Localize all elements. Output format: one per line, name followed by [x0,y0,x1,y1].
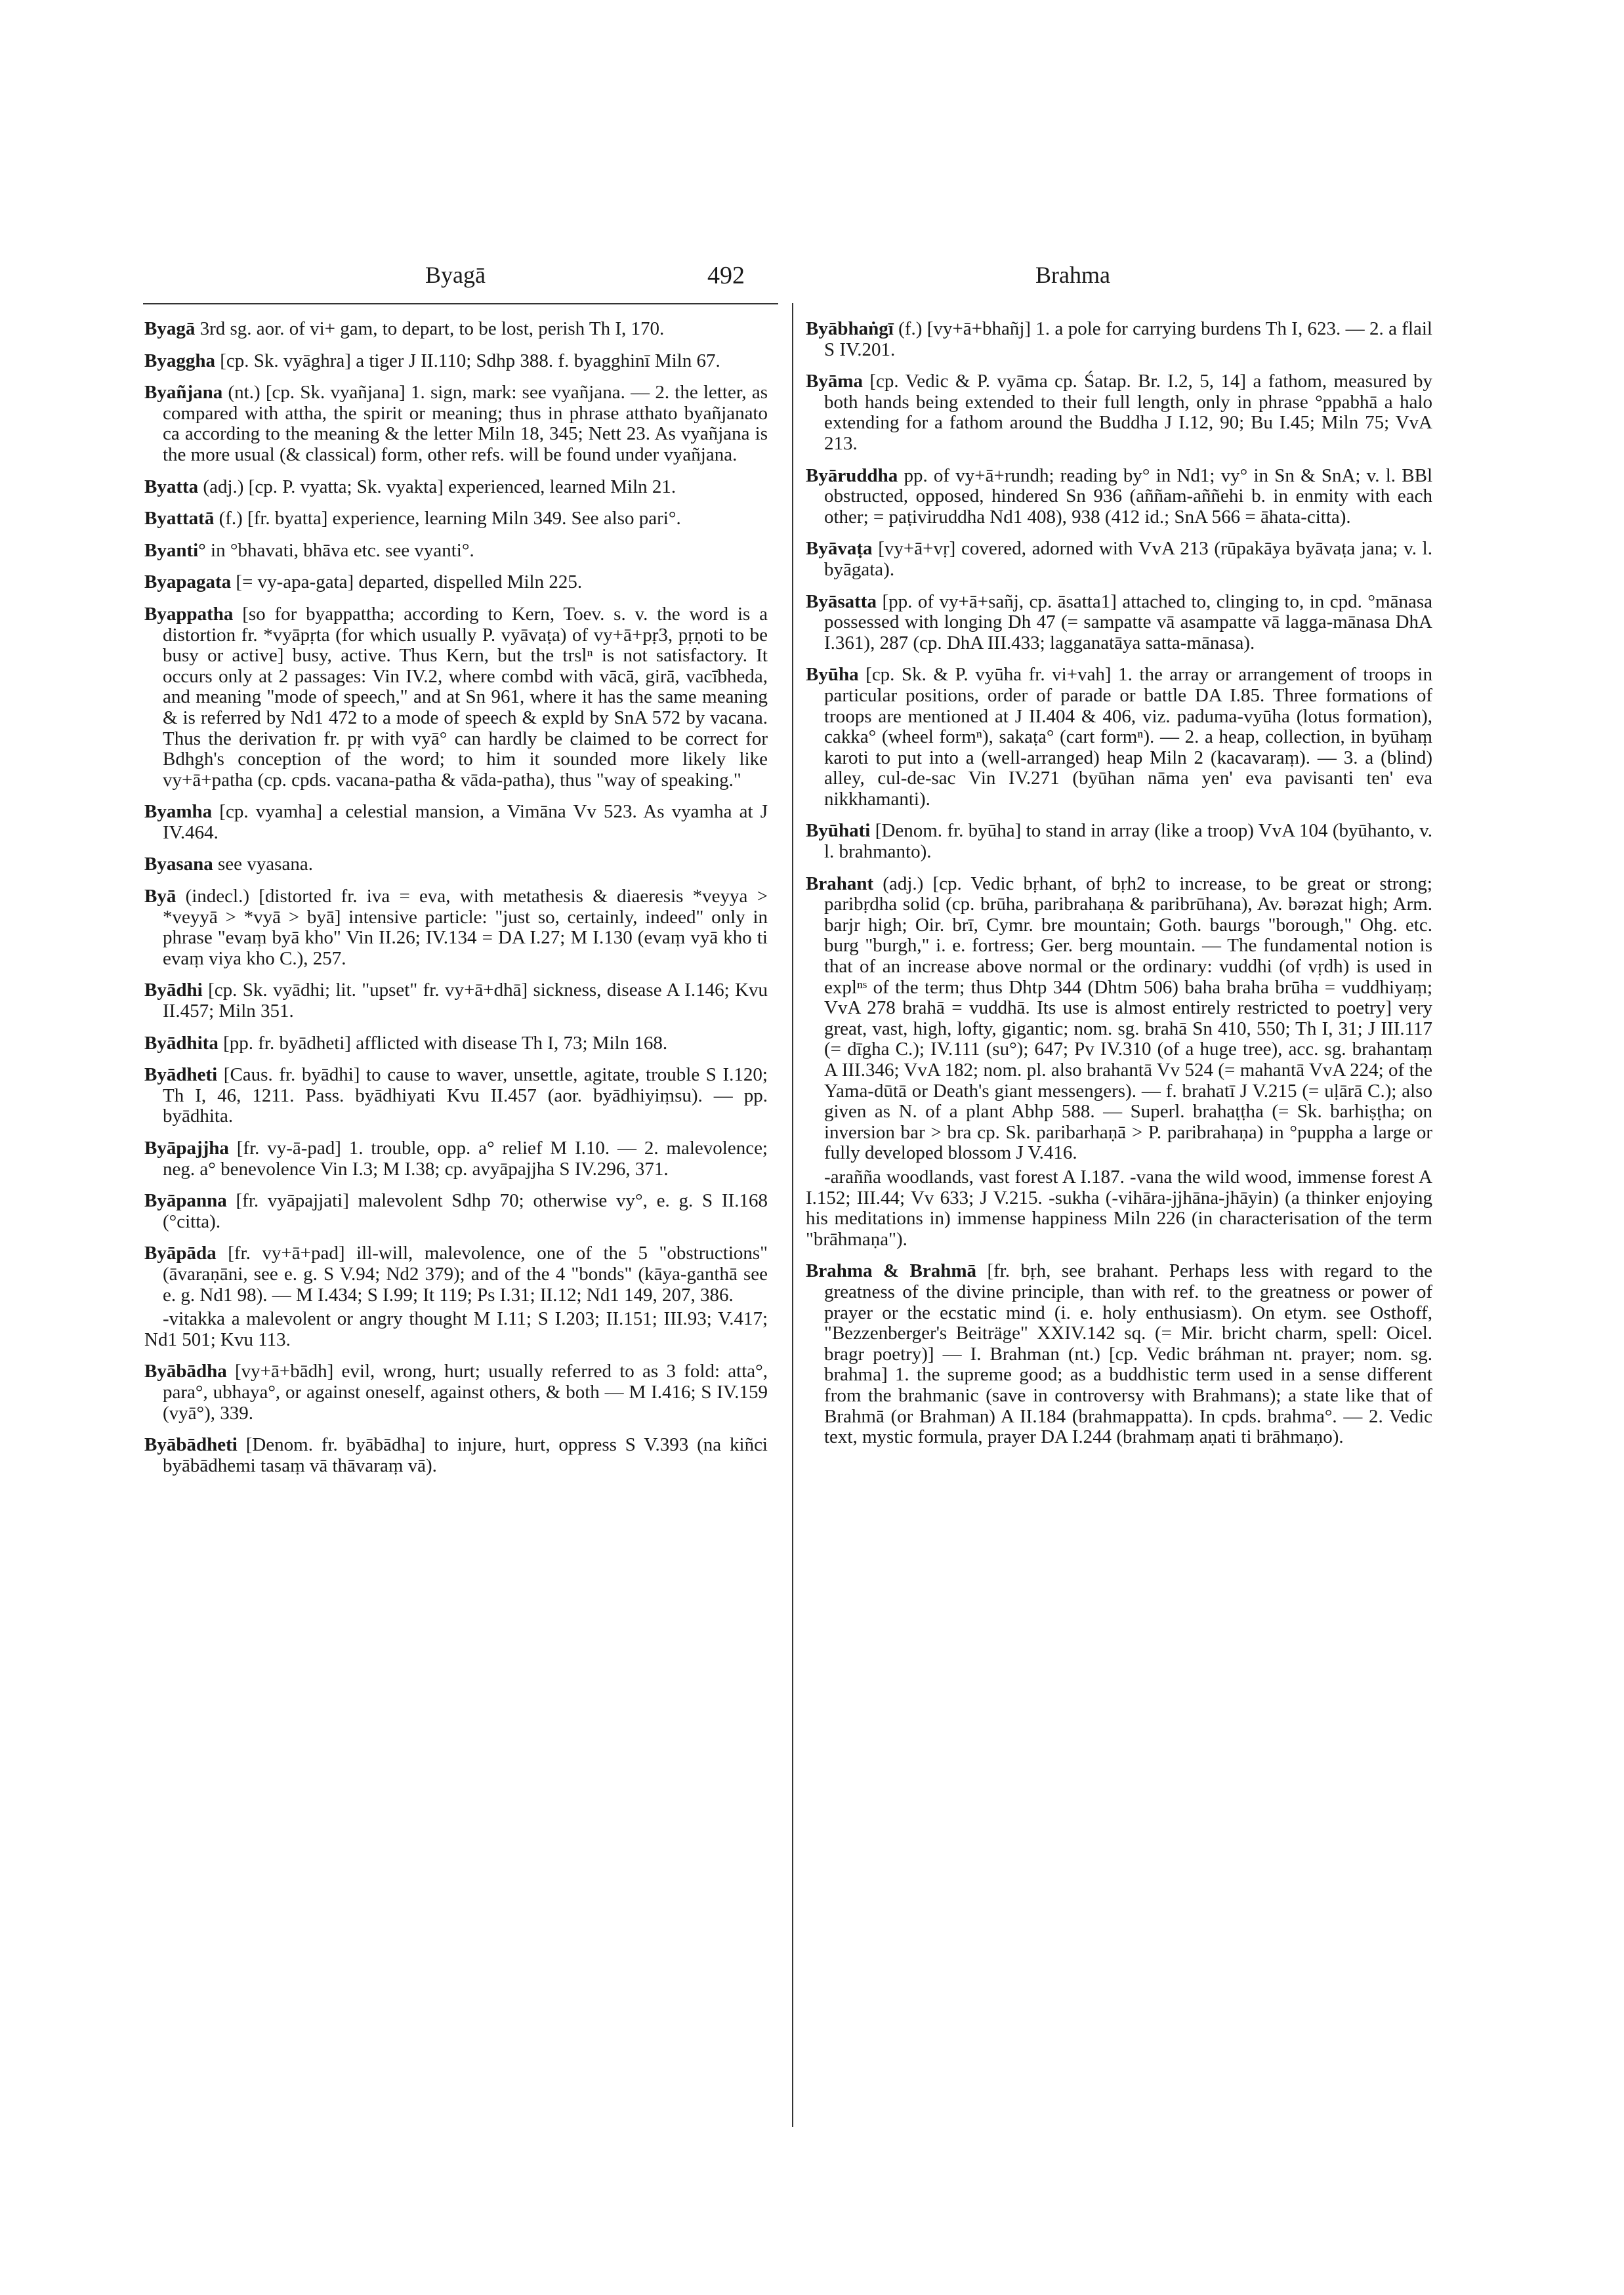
dictionary-entry [144,1191,768,1232]
dictionary-entry [806,874,1432,1164]
dictionary-entry [806,539,1432,580]
entry-definition: 3rd sg. aor. of vi+ gam, to depart, to be lost, perish Th I, 170. [195,318,665,339]
entry-definition: [Caus. fr. byādhi] to cause to waver, unsettle, agitate, trouble S I.120; Th I, 46, 1211. Pass. byādhiyati Kvu II.457 (aor. byādhiyiṃsu). — pp. byādhita. [163,1064,768,1127]
entry-definition: [cp. Sk. & P. vyūha fr. vi+vah] 1. the array or arrangement of troops in particular positions, order of parade or battle DA I.85. Three formations of troops are mentioned at J II.404 & 406, viz. paduma-vyūha (lotus formation), cakka° (wheel formⁿ), sakaṭa° (cart formⁿ). — 2. a heap, collection, in byūhaṃ karoti to put into a (well-arranged) heap Miln 2 (kacavaraṃ). — 3. a (blind) alley, cul-de-sac Vin IV.271 (byūhan nāma yen' eva pavisanti ten' eva nikkhamanti). [824,664,1432,810]
dictionary-entry [144,604,768,791]
headword: Byūha [806,664,859,686]
entry-definition: (indecl.) [distorted fr. iva = eva, with metathesis & diaeresis *veyya > *veyyā > *vyā > byā] intensive particle: "just so, certainly, indeed" only in phrase "evaṃ byā kho" Vin II.26; IV.134 = DA I.27; M I.130 (evaṃ vyā kho ti evaṃ viya kho C.), 257. [163,886,768,969]
headword: Byāsatta [806,590,877,612]
dictionary-entry [806,466,1432,528]
entry-definition: [= vy-apa-gata] departed, dispelled Miln 225. [231,571,583,593]
dictionary-entry [144,572,768,593]
entry-definition: pp. of vy+ā+rundh; reading by° in Nd1; vy° in Sn & SnA; v. l. BBl obstructed, opposed, hindered Sn 936 (aññam-aññehi b. in enmity with each other; = paṭiviruddha Nd1 408), 938 (412 id.; SnA 566 = āhata-citta). [824,465,1432,527]
dictionary-entry [144,886,768,969]
dictionary-entry [806,821,1432,862]
entry-definition: (adj.) [cp. P. vyatta; Sk. vyakta] experienced, learned Miln 21. [198,476,677,497]
headword: Byattatā [144,508,215,529]
headword: Byāpanna [144,1190,227,1212]
entry-definition: [so for byappattha; according to Kern, Toev. s. v. the word is a distortion fr. *vyāpṛta (for which usually P. vyāvaṭa) of vy+ā+pṛ3, pṛṇoti to be busy or active] busy, active. Thus Kern, but the trslⁿ is not satisfactory. It occurs only at 2 passages: Vin IV.2, where combd with vācā, girā, vacībheda, and meaning "mode of speech," and at Sn 961, where it has the same meaning & is referred by Nd1 472 to a mode of speech & expld by SnA 572 by vacana. Thus the derivation fr. pṛ with vyā° can hardly be claimed to be correct for Bdhgh's conception of the word; to him it sounded more likely like vy+ā+patha (cp. cpds. vacana-patha & vāda-patha), thus "way of speaking." [163,603,768,791]
headword: Byappatha [144,603,234,625]
headword: Byasana [144,854,213,875]
dictionary-entry [144,802,768,843]
entry-definition: [fr. vy-ā-pad] 1. trouble, opp. a° relief M I.10. — 2. malevolence; neg. a° benevolence Vin I.3; M I.38; cp. avyāpajjha S IV.296, 371. [163,1138,768,1180]
dictionary-entry [144,1435,768,1476]
header-rule [143,303,778,304]
entry-definition: (f.) [vy+ā+bhañj] 1. a pole for carrying burdens Th I, 623. — 2. a flail S IV.201. [824,318,1432,360]
headword: Byañjana [144,382,223,403]
right-running-head: Brahma [1035,262,1110,288]
headword: Byamha [144,801,213,823]
dictionary-entry [806,371,1432,454]
entry-definition: (adj.) [cp. Vedic bṛhant, of bṛh2 to increase, to be great or strong; paribṛdha solid (cp. brūha, paribrahaṇa & paribrūhana), Av. bərəzat high; Arm. barjr high; Oir. brī, Cymr. bre mountain; Goth. baurgs "borough," Ohg. etc. burg "burgh," i. e. fortress; Ger. berg mountain. — The fundamental notion is that of an increase above normal or the ordinary: vuddhi (of vṛdh) is used in explⁿˢ of the term; thus Dhtp 344 (Dhtm 506) baha braha brūha = vuddhiyaṃ; VvA 278 brahā = vuddhā. Its use is almost entirely restricted to poetry] very great, vast, high, lofty, gigantic; nom. sg. brahā Sn 410, 550; Th I, 31; J III.117 (= dīgha C.); IV.111 (su°); 647; Pv IV.310 (of a huge tree), acc. sg. brahantaṃ A III.346; VvA 182; nom. pl. also brahantā Vv 524 (= mahantā VvA 224; of the Yama-dūtā or Death's giant messengers). — f. brahatī J V.215 (= uḷārā C.); also given as N. of a plant Abhp 588. — Superl. brahaṭṭha (= Sk. barhiṣṭha; on inversion bar > bra cp. Sk. paribarhaṇā > P. paribrahaṇa) in °puppha a large or fully developed blossom J V.416. [824,873,1432,1164]
dictionary-entry [144,980,768,1022]
headword: Byanti° [144,539,206,561]
headword: Byāpajjha [144,1138,229,1159]
entry-subsection: -vitakka a malevolent or angry thought M I.11; S I.203; II.151; III.93; V.417; Nd1 501; Kvu 113. [144,1308,768,1350]
headword: Byapagata [144,571,232,593]
entry-definition: [fr. vyāpajjati] malevolent Sdhp 70; otherwise vy°, e. g. S II.168 (°citta). [163,1190,768,1232]
entry-definition: see vyasana. [213,854,313,875]
entry-definition: in °bhavati, bhāva etc. see vyanti°. [205,539,474,561]
entry-definition: [pp. of vy+ā+sañj, cp. āsatta1] attached to, clinging to, in cpd. °mānasa possessed with longing Dh 47 (= sampatte vā asampatte vā lagga-mānasa DhA I.361), 287 (cp. DhA III.433; lagganatāya satta-mānasa). [824,590,1432,653]
headword: Byāpāda [144,1243,217,1264]
headword: Byādhi [144,980,203,1001]
headword: Brahma & Brahmā [806,1260,977,1282]
left-column [144,319,768,1487]
entry-definition: [fr. bṛh, see brahant. Perhaps less with regard to the greatness of the divine principle, than with ref. to the greatness or power of prayer or the ecstatic mind (i. e. holy enthusiasm). On etym. see Osthoff, "Bezzenberger's Beiträge" XXIV.142 sq. (= Mir. bricht charm, spell: Oicel. bragr poetry)] — I. Brahman (nt.) [cp. Vedic bráhman nt. prayer; nom. sg. brahma] 1. the supreme good; as a buddhistic term used in a sense different from the brahmanic (save in controversy with Brahmans); a state like that of Brahmā (or Brahman) A II.184 (brahmappatta). In cpds. brahma°. — 2. Vedic text, mystic formula, prayer DA I.244 (brahmaṃ aṇati ti brāhmaṇo). [824,1260,1432,1448]
dictionary-entry [806,592,1432,654]
headword: Byūhati [806,820,871,842]
dictionary-entry [144,477,768,498]
page-number: 492 [707,262,745,289]
headword: Byādheti [144,1064,218,1086]
entry-definition: [pp. fr. byādheti] afflicted with disease Th I, 73; Miln 168. [218,1032,668,1054]
dictionary-entry [806,1261,1432,1447]
right-column [806,319,1432,1459]
dictionary-entry [144,541,768,562]
headword: Byābādha [144,1361,227,1382]
entry-definition: [vy+ā+vṛ] covered, adorned with VvA 213 (rūpakāya byāvaṭa jana; v. l. byāgata). [824,538,1432,580]
dictionary-entry [806,665,1432,810]
entry-definition: [cp. Sk. vyādhi; lit. "upset" fr. vy+ā+dhā] sickness, disease A I.146; Kvu II.457; Miln 351. [163,980,768,1022]
entry-definition: [Denom. fr. byābādha] to injure, hurt, oppress S V.393 (na kiñci byābādhemi tasaṃ vā thāvaraṃ vā). [163,1434,768,1476]
headword: Brahant [806,873,874,894]
dictionary-entry [144,382,768,465]
dictionary-entry [144,1065,768,1127]
entry-definition: (nt.) [cp. Sk. vyañjana] 1. sign, mark: see vyañjana. — 2. the letter, as compared with attha, the spirit or meaning; thus in phrase atthato byañjanato ca according to the meaning & the letter Miln 18, 345; Nett 23. As vyañjana is the more usual (& classical) form, other refs. will be found under vyañjana. [163,382,768,465]
dictionary-entry [144,854,768,875]
dictionary-entry [806,319,1432,360]
entry-definition: [cp. Vedic & P. vyāma cp. Śatap. Br. I.2, 5, 14] a fathom, measured by both hands being extended to their full length, only in phrase °ppabhā a halo extending for a fathom around the Buddha J I.12, 90; Bu I.45; Miln 75; VvA 213. [824,371,1432,454]
headword: Byatta [144,476,199,497]
headword: Byagā [144,318,196,339]
headword: Byāma [806,371,863,392]
headword: Byāvaṭa [806,538,873,560]
dictionary-entry [144,1243,768,1306]
headword: Byāruddha [806,465,898,486]
entry-definition: [Denom. fr. byūha] to stand in array (like a troop) VvA 104 (byūhanto, v. l. brahmanto). [824,820,1432,863]
dictionary-entry [144,351,768,372]
entry-definition: [cp. vyamha] a celestial mansion, a Vimāna Vv 523. As vyamha at J IV.464. [163,801,768,843]
column-divider [792,303,793,2127]
entry-definition: [fr. vy+ā+pad] ill-will, malevolence, one of the 5 "obstructions" (āvaraṇāni, see e. g. S V.94; Nd2 379); and of the 4 "bonds" (kāya-ganthā see e. g. Nd1 98). — M I.434; S I.99; It 119; Ps I.31; II.12; Nd1 149, 207, 386. [163,1243,768,1306]
headword: Byābhaṅgī [806,318,894,339]
entry-subsection: -arañña woodlands, vast forest A I.187. -vana the wild wood, immense forest A I.152; III.44; Vv 633; J V.215. -sukha (-vihāra-jjhāna-jhāyin) (a thinker enjoying his meditations in) immense happiness Miln 226 (in characterisation of the term "brāhmaṇa"). [806,1166,1432,1250]
left-running-head: Byagā [425,262,486,288]
dictionary-entry [144,1138,768,1180]
headword: Byaggha [144,350,215,371]
dictionary-entry [144,508,768,529]
dictionary-entry [144,1361,768,1424]
headword: Byādhita [144,1032,219,1054]
page-header [143,261,1390,300]
dictionary-entry [144,1033,768,1054]
entry-definition: [cp. Sk. vyāghra] a tiger J II.110; Sdhp 388. f. byagghinī Miln 67. [215,350,720,371]
headword: Byābādheti [144,1434,238,1456]
headword: Byā [144,886,177,907]
entry-definition: (f.) [fr. byatta] experience, learning Miln 349. See also pari°. [214,508,681,529]
dictionary-entry [144,319,768,340]
entry-definition: [vy+ā+bādh] evil, wrong, hurt; usually referred to as 3 fold: atta°, para°, ubhaya°, or against oneself, against others, & both — M I.416; S IV.159 (vyā°), 339. [163,1361,768,1424]
